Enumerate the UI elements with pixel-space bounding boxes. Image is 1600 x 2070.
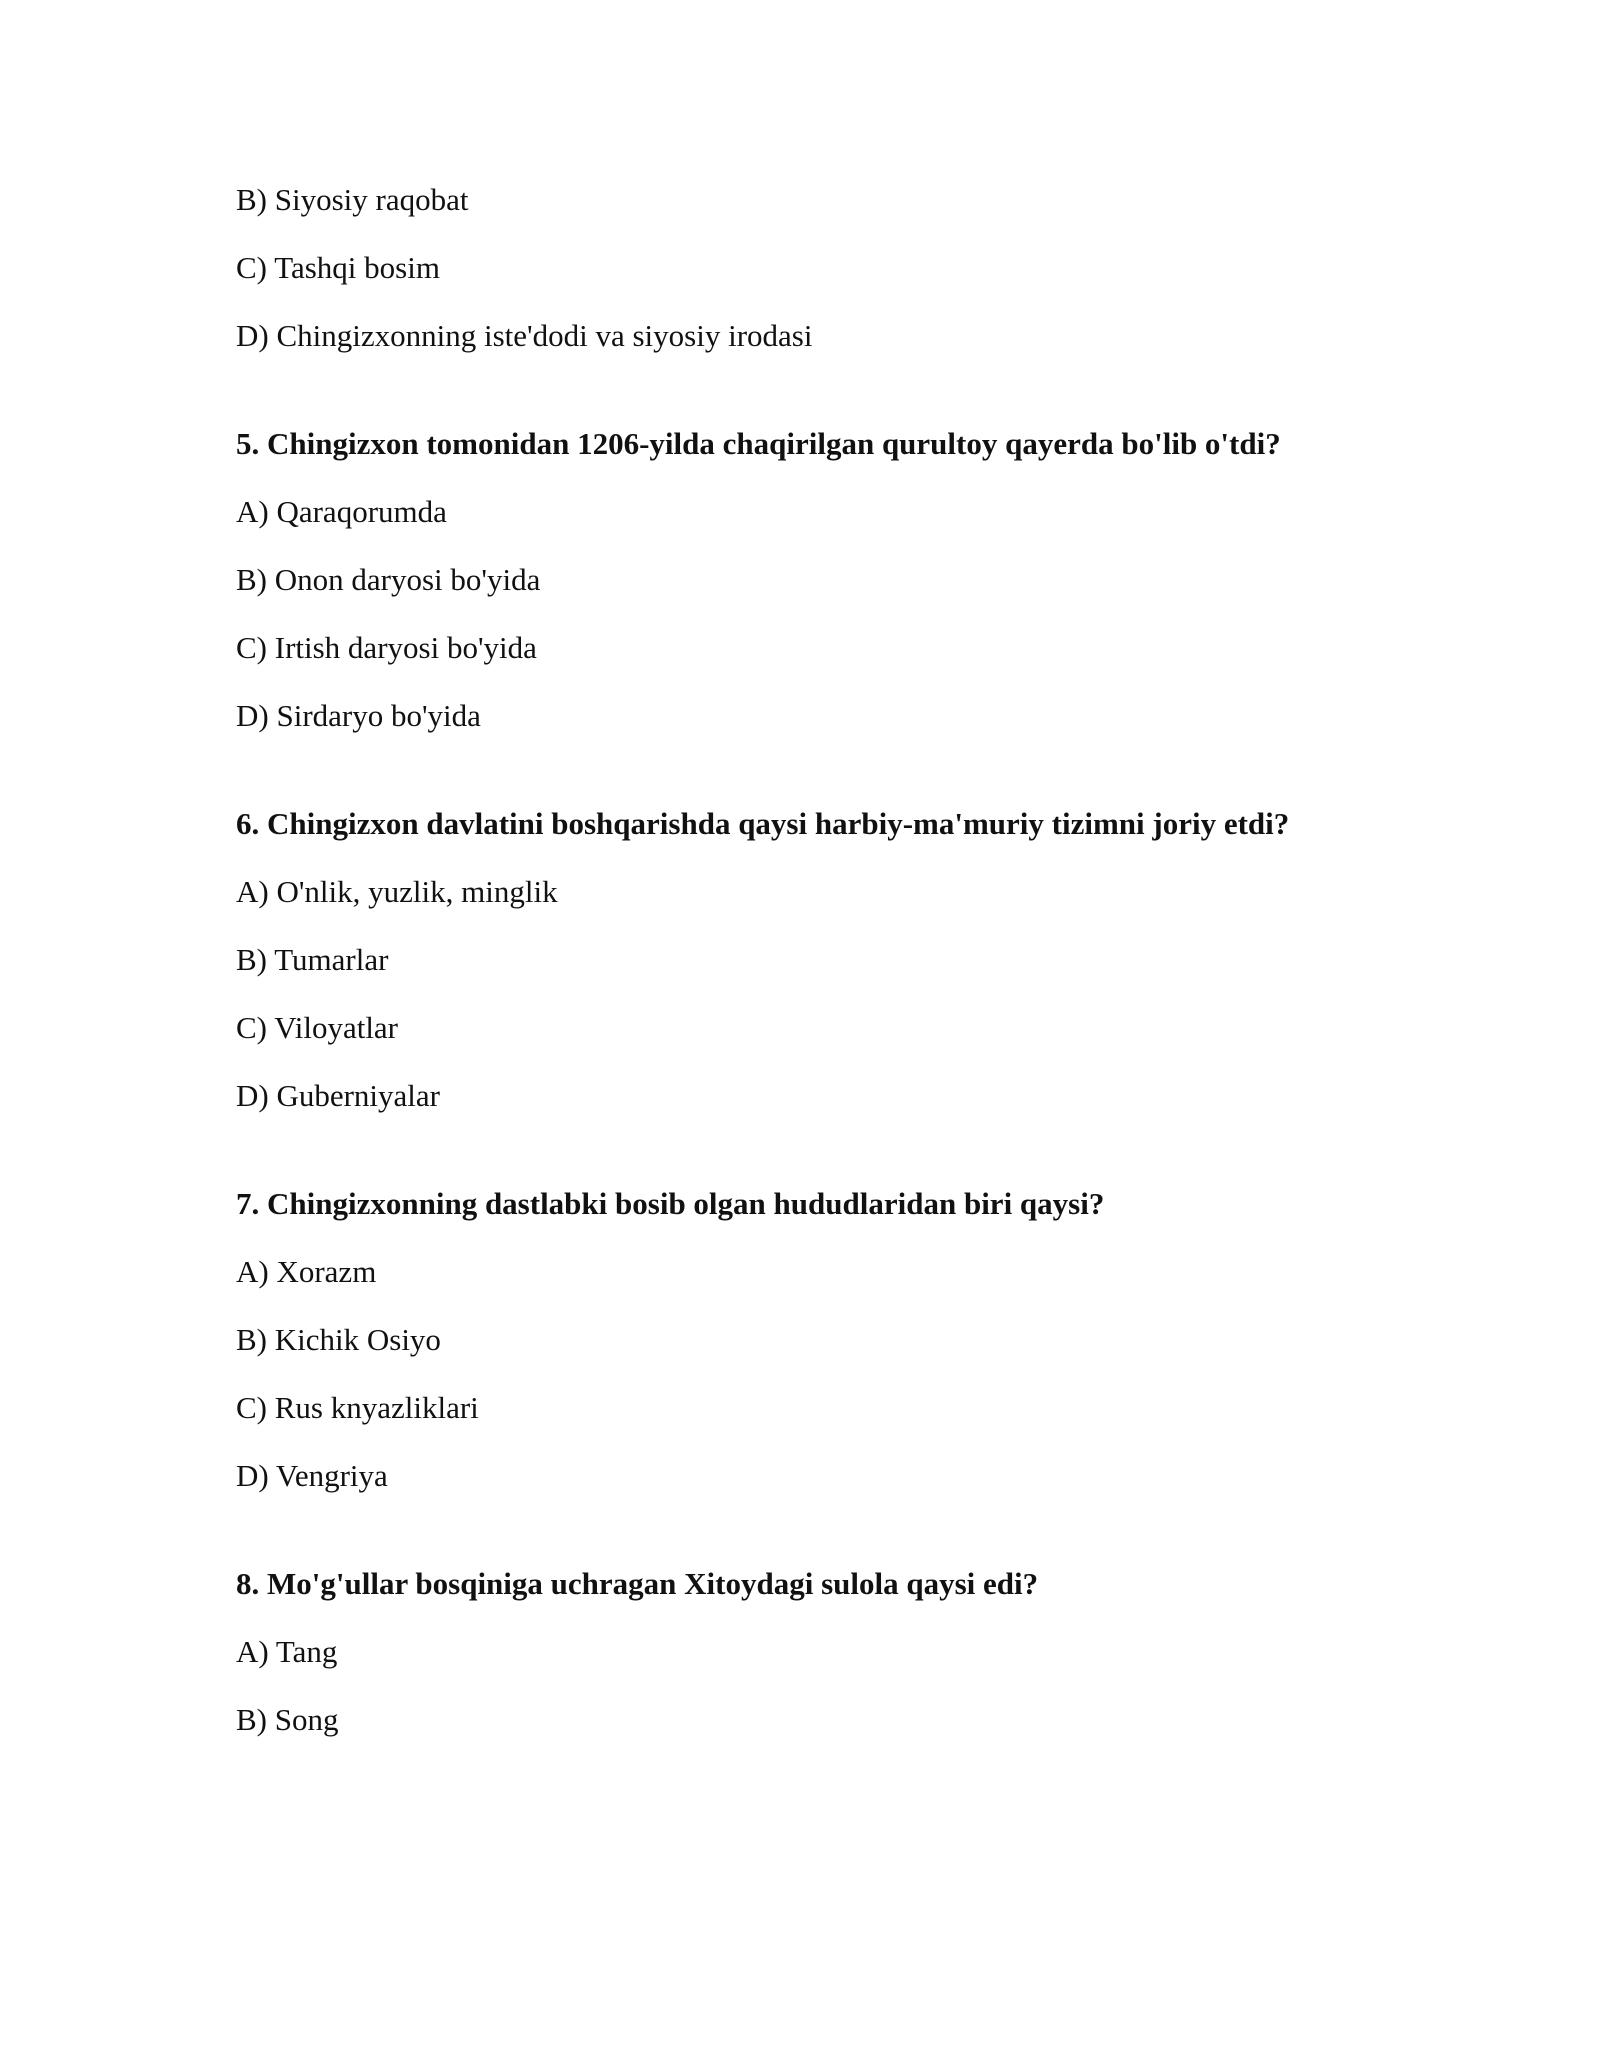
question-7-option-c: C) Rus knyazliklari [236, 1390, 479, 1425]
question-7: 7. Chingizxonning dastlabki bosib olgan hududlaridan biri qaysi? [236, 1186, 1105, 1221]
question-5-option-c: C) Irtish daryosi bo'yida [236, 630, 537, 665]
question-7-option-b: B) Kichik Osiyo [236, 1322, 441, 1357]
question-8-option-b: B) Song [236, 1702, 339, 1737]
quiz-content [236, 180, 1436, 1768]
question-7-option-a: A) Xorazm [236, 1254, 377, 1289]
option-prev-b: B) Siyosiy raqobat [236, 182, 469, 217]
question-6-option-d: D) Guberniyalar [236, 1078, 440, 1113]
option-prev-d: D) Chingizxonning iste'dodi va siyosiy irodasi [236, 318, 813, 353]
question-6-option-b: B) Tumarlar [236, 942, 389, 977]
question-6-option-c: C) Viloyatlar [236, 1010, 399, 1045]
option-prev-c: C) Tashqi bosim [236, 250, 440, 285]
question-5: 5. Chingizxon tomonidan 1206-yilda chaqirilgan qurultoy qayerda bo'lib o'tdi? [236, 426, 1281, 461]
question-8: 8. Mo'g'ullar bosqiniga uchragan Xitoydagi sulola qaysi edi? [236, 1566, 1039, 1601]
question-6-option-a: A) O'nlik, yuzlik, minglik [236, 874, 558, 909]
question-5-option-a: A) Qaraqorumda [236, 494, 447, 529]
question-5-option-b: B) Onon daryosi bo'yida [236, 562, 541, 597]
question-7-option-d: D) Vengriya [236, 1458, 388, 1493]
question-8-option-a: A) Tang [236, 1634, 338, 1669]
question-6: 6. Chingizxon davlatini boshqarishda qaysi harbiy-ma'muriy tizimni joriy etdi? [236, 806, 1290, 841]
question-5-option-d: D) Sirdaryo bo'yida [236, 698, 481, 733]
